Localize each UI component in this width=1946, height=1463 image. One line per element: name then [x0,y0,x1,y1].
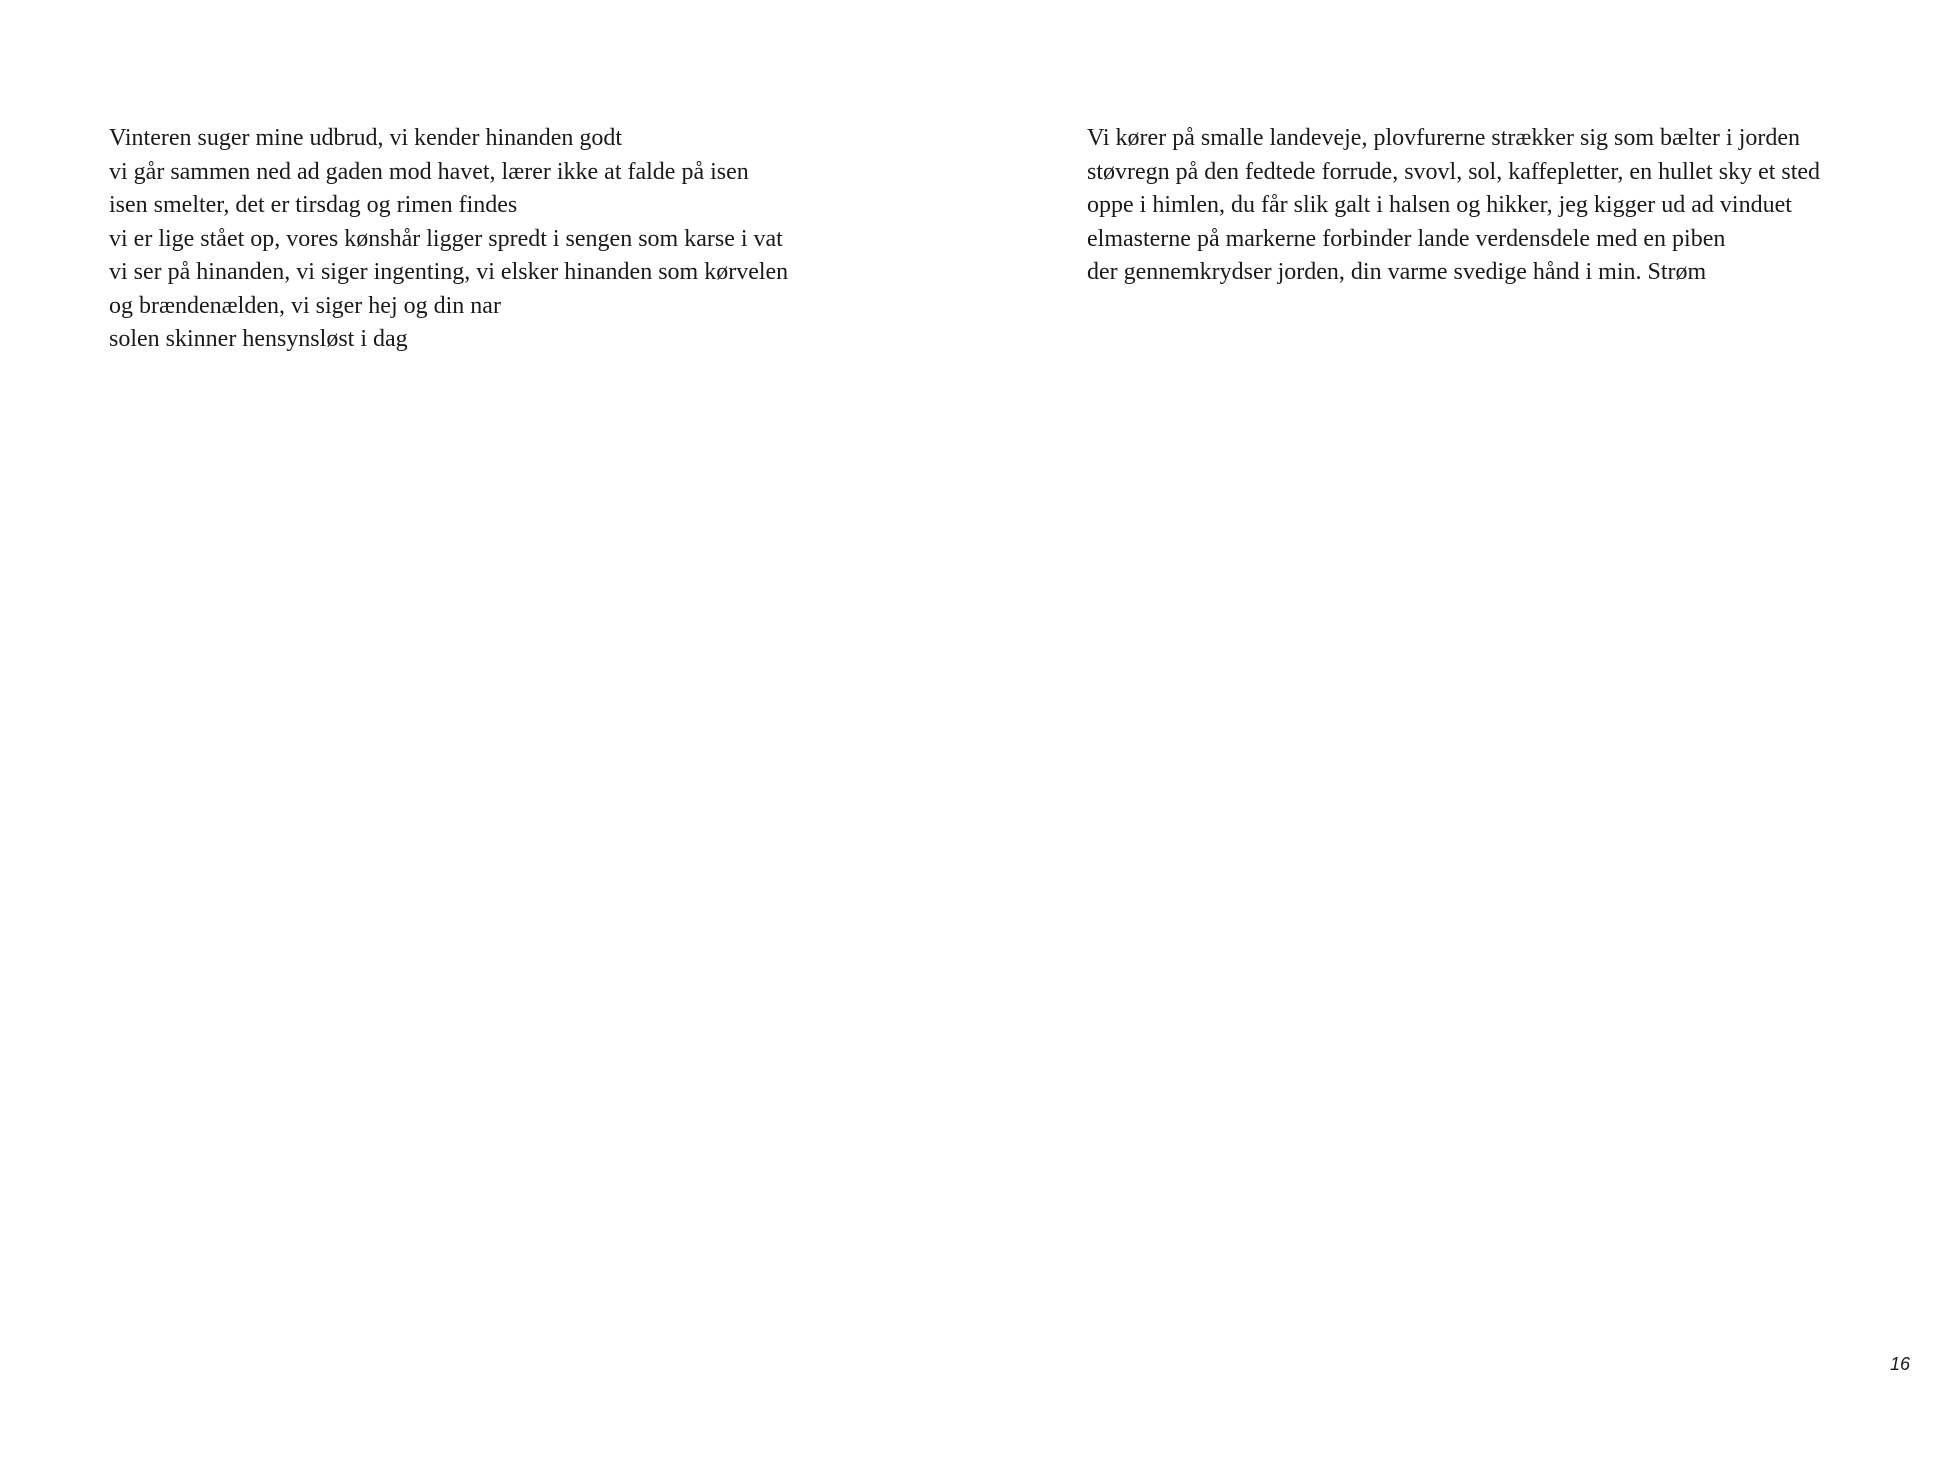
poem-line: og brændenælden, vi siger hej og din nar [109,292,501,319]
left-poem [109,122,788,357]
poem-line: oppe i himlen, du får slik galt i halsen og hikker, jeg kigger ud ad vinduet [1087,192,1792,218]
poem-line: der gennemkrydser jorden, din varme svedige hånd i min. Strøm [1087,259,1707,285]
poem-line: Vinteren suger mine udbrud, vi kender hinanden godt [109,125,623,151]
poem-line: isen smelter, det er tirsdag og rimen findes [109,192,518,218]
page-number: 16 [1889,1354,1910,1374]
poem-line: støvregn på den fedtede forrude, svovl, sol, kaffepletter, en hullet sky et sted [1087,158,1821,185]
poem-line: solen skinner hensynsløst i dag [109,326,408,352]
poem-line: Vi kører på smalle landeveje, plovfurerne strækker sig som bælter i jorden [1087,125,1801,151]
poem-line: vi går sammen ned ad gaden mod havet, lærer ikke at falde på isen [109,158,749,185]
poem-line: elmasterne på markerne forbinder lande verdensdele med en piben [1087,225,1726,252]
right-poem [1087,122,1820,290]
poem-line: vi ser på hinanden, vi siger ingenting, vi elsker hinanden som kørvelen [109,259,789,285]
poem-line: vi er lige stået op, vores kønshår ligger spredt i sengen som karse i vat [109,225,783,252]
